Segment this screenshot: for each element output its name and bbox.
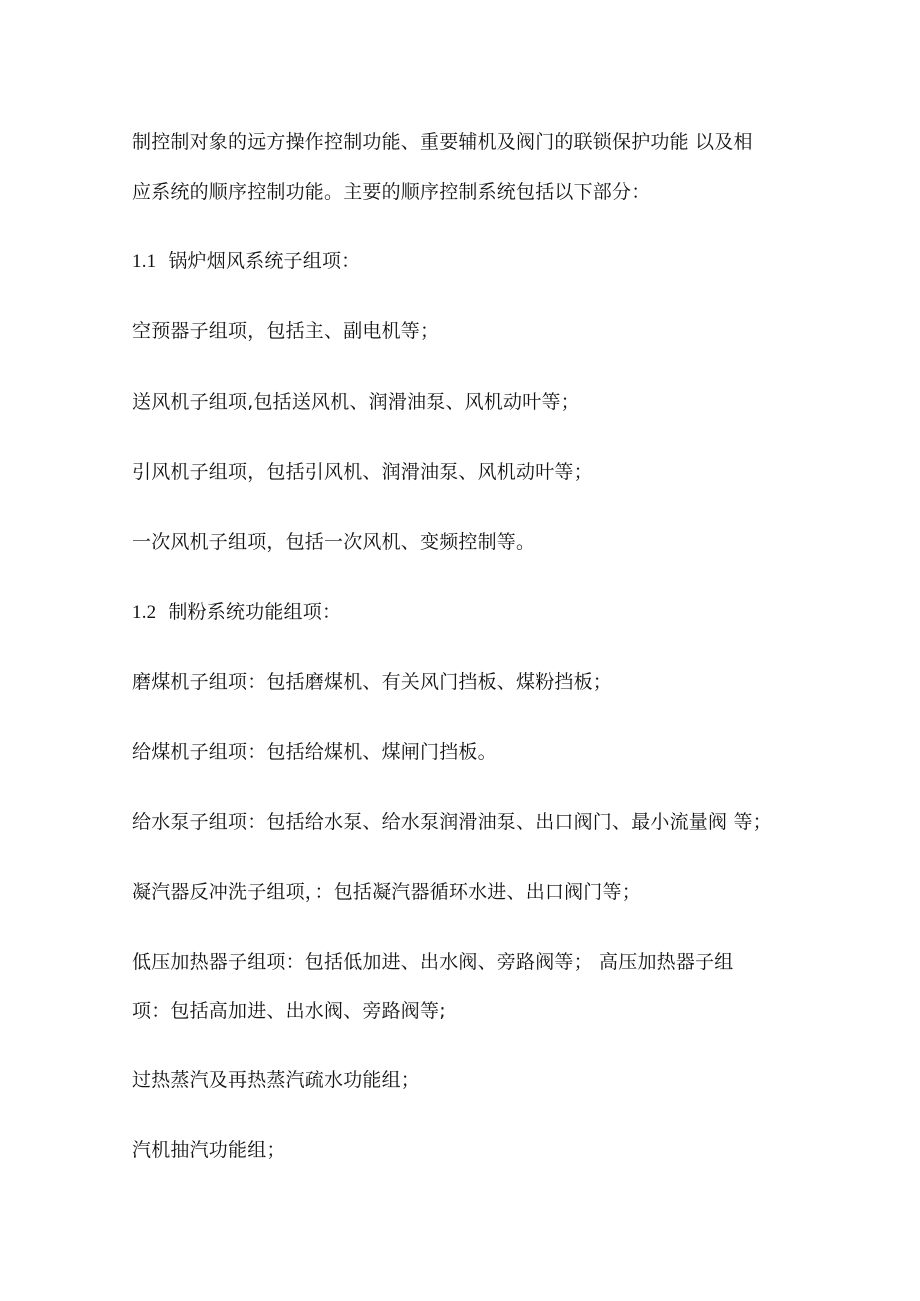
- section-number: 1.1: [132, 251, 157, 272]
- list-item: 低压加热器子组项：包括低加进、出水阀、旁路阀等； 高压加热器子组: [132, 951, 734, 973]
- list-item: 给煤机子组项：包括给煤机、煤闸门挡板。: [132, 741, 497, 763]
- section-heading-1-2: [132, 600, 341, 625]
- list-item: 汽机抽汽功能组；: [132, 1139, 286, 1161]
- section-number: 1.2: [132, 602, 157, 623]
- section-title: 制粉系统功能组项：: [168, 601, 342, 623]
- list-item: 空预器子组项，包括主、副电机等；: [132, 320, 440, 342]
- list-item: 凝汽器反冲洗子组项，：包括凝汽器循环水进、出口阀门等；: [132, 881, 641, 903]
- intro-line-2: 应系统的顺序控制功能。主要的顺序控制系统包括以下部分：: [132, 181, 651, 203]
- list-item: 引风机子组项，包括引风机、润滑油泵、风机动叶等；: [132, 461, 593, 483]
- list-item: 过热蒸汽及再热蒸汽疏水功能组；: [132, 1069, 421, 1091]
- list-item: 项：包括高加进、出水阀、旁路阀等;: [132, 1000, 446, 1022]
- section-heading-1-1: [132, 249, 360, 274]
- list-item: 送风机子组项,包括送风机、润滑油泵、风机动叶等；: [132, 391, 580, 413]
- section-title: 锅炉烟风系统子组项：: [168, 250, 361, 272]
- list-item: 磨煤机子组项：包括磨煤机、有关风门挡板、煤粉挡板；: [132, 671, 613, 693]
- list-item: 一次风机子组项，包括一次风机、变频控制等。: [132, 531, 536, 553]
- list-item: 给水泵子组项：包括给水泵、给水泵润滑油泵、出口阀门、最小流量阀 等；: [132, 811, 772, 833]
- intro-line-1: 制控制对象的远方操作控制功能、重要辅机及阀门的联锁保护功能 以及相: [132, 131, 753, 153]
